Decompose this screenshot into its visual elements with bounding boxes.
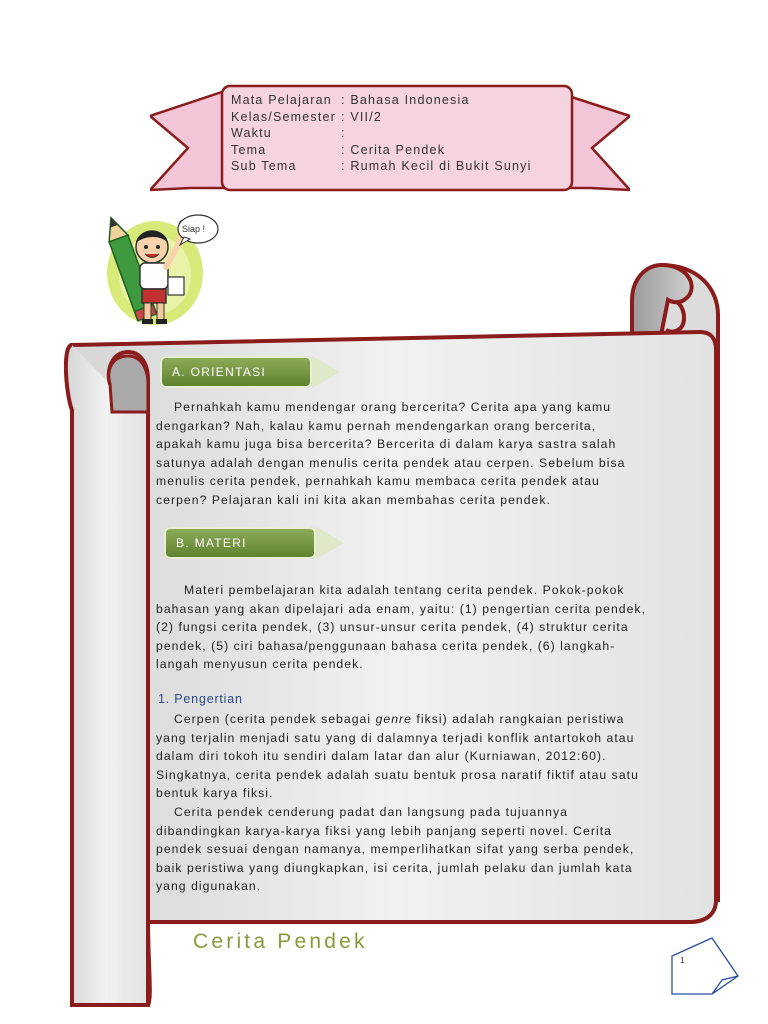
info-label: Waktu	[231, 126, 272, 141]
info-label: Sub Tema	[231, 159, 297, 174]
text-line: (2) fungsi cerita pendek, (3) unsur-unsur cerita pendek, (4) struktur cerita	[156, 620, 629, 635]
info-value: : Rumah Kecil di Bukit Sunyi	[341, 159, 532, 174]
info-value: : Cerita Pendek	[341, 142, 446, 157]
text-line: dalam diri tokoh itu sendiri dalam latar dan alur (Kurniawan, 2012:60).	[156, 749, 607, 764]
footer-title: Cerita Pendek	[193, 930, 368, 953]
text-line: dengarkan? Nah, kalau kamu pernah mendengarkan orang bercerita,	[156, 418, 597, 433]
page-number: 1	[680, 956, 685, 965]
info-value: : VII/2	[341, 109, 383, 124]
info-label: Tema	[231, 142, 267, 157]
section-title: A. ORIENTASI	[172, 365, 267, 379]
text-line: langah menyusun cerita pendek.	[156, 657, 364, 672]
text-line: baik peristiwa yang diungkapkan, isi cerita, jumlah pelaku dan jumlah kata	[156, 860, 633, 875]
text-line: Singkatnya, cerita pendek adalah suatu bentuk prosa naratif fiktif atau satu	[156, 767, 639, 782]
text-run: fiksi) adalah rangkaian peristiwa	[411, 712, 625, 726]
text-line: Materi pembelajaran kita adalah tentang cerita pendek. Pokok-pokok	[184, 583, 625, 597]
sub-heading-pengertian: 1. Pengertian	[158, 692, 243, 706]
page-corner-icon	[668, 936, 742, 996]
text-line: pendek, (5) ciri bahasa/penggunaan bahasa cerita pendek, (6) langkah-	[156, 638, 616, 653]
text-run: Cerpen (cerita pendek sebagai	[174, 712, 376, 726]
text-italic: genre	[375, 712, 412, 726]
text-line: bahasan yang akan dipelajari ada enam, yaitu: (1) pengertian cerita pendek,	[156, 601, 647, 616]
info-row-subtheme	[231, 158, 561, 175]
info-row-time	[231, 125, 561, 142]
info-value: : Bahasa Indonesia	[341, 93, 470, 107]
text-line: menulis cerita pendek, pernahkah kamu membaca cerita pendek atau	[156, 474, 600, 489]
badge-arrow-icon	[316, 527, 344, 559]
text-line: apakah kamu juga bisa bercerita? Bercerita di dalam karya sastra salah	[156, 437, 617, 452]
materi-paragraph	[156, 581, 664, 674]
text-line: pendek sesuai dengan namanya, memperlihatkan sifat yang serba pendek,	[156, 842, 635, 857]
student-pencil-mascot-icon	[100, 205, 225, 330]
text-line: Pernahkah kamu mendengar orang bercerita? Cerita apa yang kamu	[174, 400, 612, 414]
text-line: Cerita pendek cenderung padat dan langsung pada tujuannya	[174, 804, 568, 819]
section-title: B. MATERI	[176, 536, 247, 550]
text-line: yang digunakan.	[156, 879, 262, 894]
section-badge-materi	[164, 527, 316, 559]
text-line: bentuk karya fiksi.	[156, 786, 274, 801]
info-row-subject	[231, 92, 561, 109]
section-badge-orientasi	[160, 356, 312, 388]
info-label: Kelas/Semester	[231, 109, 337, 124]
lesson-info-table	[231, 92, 561, 175]
info-row-class	[231, 109, 561, 126]
info-value: :	[341, 126, 346, 141]
text-line: yang terjalin menjadi satu yang di dalamnya terjadi konflik antartokoh atau	[156, 730, 635, 745]
mascot-speech: Siap !	[182, 224, 206, 234]
text-line: dibandingkan karya-karya fiksi yang lebih panjang seperti novel. Cerita	[156, 823, 612, 838]
badge-arrow-icon	[312, 356, 340, 388]
info-label: Mata Pelajaran	[231, 93, 332, 107]
text-line	[156, 710, 664, 729]
text-line: satunya adalah dengan menulis cerita pendek atau cerpen. Sebelum bisa	[156, 455, 626, 470]
pengertian-paragraph	[156, 710, 664, 896]
info-row-theme	[231, 142, 561, 159]
orientasi-paragraph	[156, 398, 664, 510]
text-line: cerpen? Pelajaran kali ini kita akan membahas cerita pendek.	[156, 492, 551, 507]
